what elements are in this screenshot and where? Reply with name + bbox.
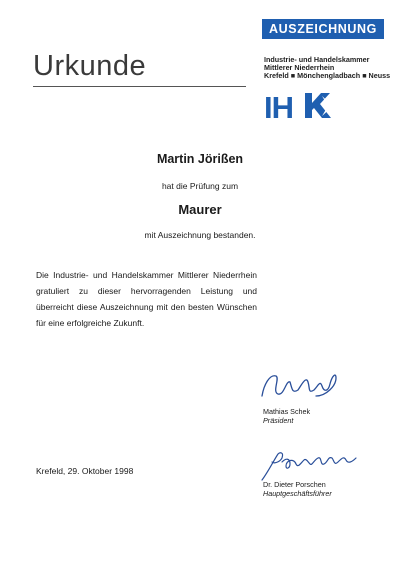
exam-passed-text: hat die Prüfung zum [161, 181, 239, 191]
svg-text:IH: IH [264, 90, 293, 124]
chamber-name-line-1: Industrie- und Handelskammer [264, 55, 370, 64]
chamber-name-line-2: Mittlerer Niederrhein [264, 63, 335, 72]
congratulation-paragraph: Die Industrie- und Handelskammer Mittlerer Niederrhein gratuliert zu dieser hervorragenden Leistung und überreicht diese Auszeichnung mit den besten Wünschen für eine erfolgreiche Zukunft. [36, 270, 257, 328]
award-badge: AUSZEICHNUNG [262, 19, 384, 39]
exam-result-text: mit Auszeichnung bestanden. [144, 230, 256, 240]
director-signature [258, 446, 368, 484]
ihk-logo [264, 88, 339, 124]
director-name: Dr. Dieter Porschen [263, 480, 326, 489]
president-role: Präsident [263, 416, 294, 425]
president-name: Mathias Schek [263, 407, 311, 416]
recipient-name: Martin Jörißen [156, 152, 244, 166]
profession-title: Maurer [178, 202, 222, 217]
place-and-date: Krefeld, 29. Oktober 1998 [36, 466, 134, 476]
director-role: Hauptgeschäftsführer [263, 489, 332, 498]
chamber-cities: Krefeld ■ Mönchengladbach ■ Neuss [264, 71, 391, 80]
president-signature [256, 366, 346, 404]
certificate-title: Urkunde [33, 50, 147, 82]
title-underline [33, 86, 246, 87]
